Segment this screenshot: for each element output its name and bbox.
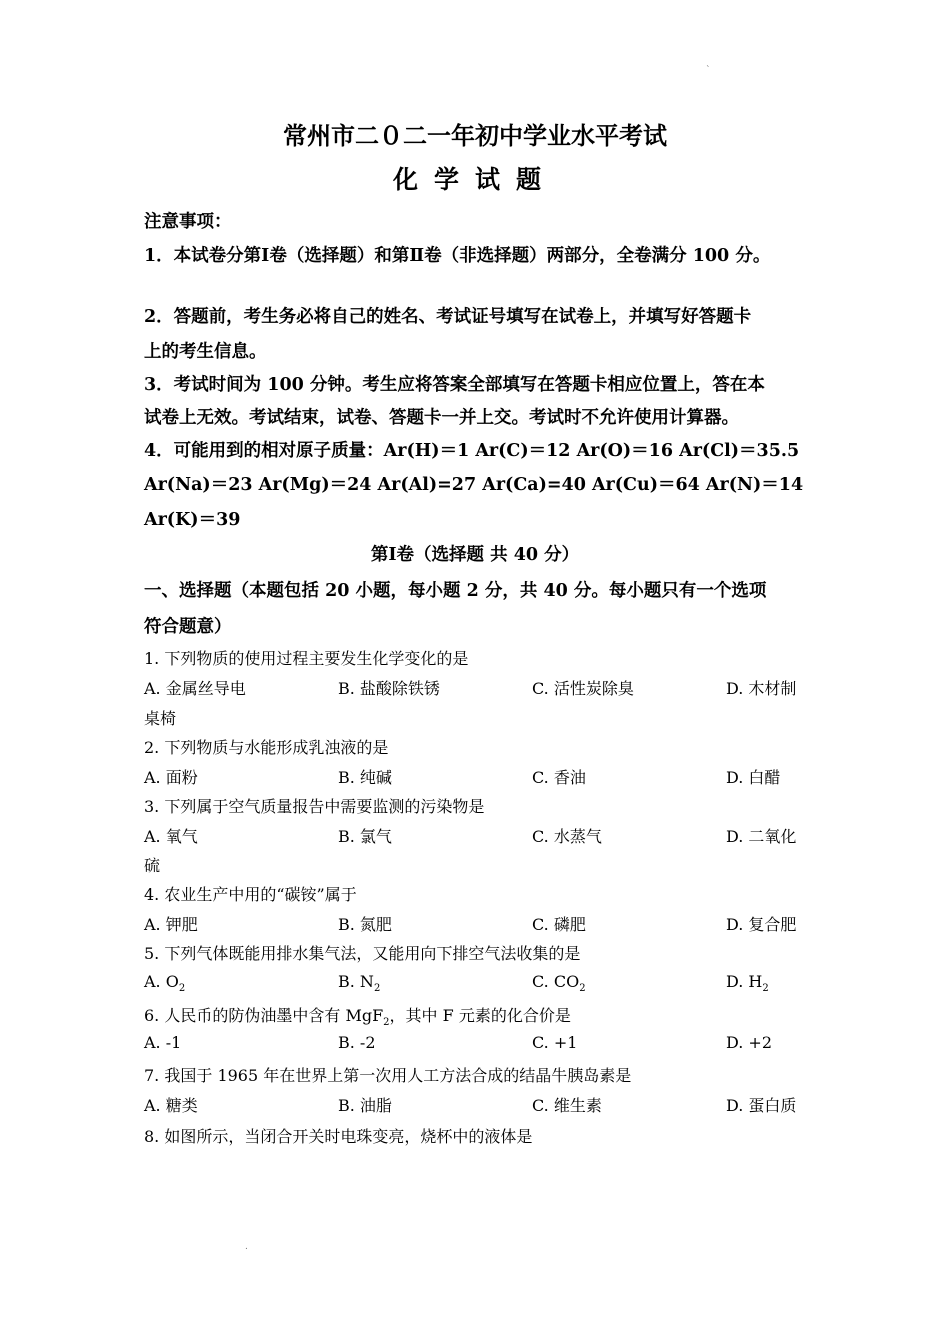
scan-mark: . [245, 1242, 248, 1252]
question-stem: 2. 下列物质与水能形成乳浊液的是 [144, 738, 389, 757]
option-a: A. 面粉 [144, 768, 198, 787]
option-a: A. 金属丝导电 [144, 679, 246, 698]
option-text: A. O [144, 972, 179, 991]
note-item-2-line-1: 2．答题前，考生务必将自己的姓名、考试证号填写在试卷上，并填写好答题卡 [144, 307, 752, 327]
option-d: D. 木材制 [726, 679, 797, 698]
option-b: B. -2 [338, 1033, 376, 1052]
option-wrap: 硫 [144, 856, 161, 875]
option-b [338, 972, 380, 994]
note-item-4-line-2: Ar(Na)＝23 Ar(Mg)＝24 Ar(Al)=27 Ar(Ca)=40 Ar(Cu)＝64 Ar(N)＝14 [144, 475, 804, 495]
option-d: D. +2 [726, 1033, 773, 1052]
option-a: A. 氧气 [144, 827, 198, 846]
section-instructions-line-1: 一、选择题（本题包括 20 小题，每小题 2 分，共 40 分。每小题只有一个选项 [144, 581, 767, 601]
option-d [726, 972, 769, 994]
option-c: C. 水蒸气 [532, 827, 602, 846]
option-a: A. 糖类 [144, 1096, 198, 1115]
option-d: D. 白醋 [726, 768, 781, 787]
subscript: 2 [373, 983, 381, 995]
stem-text: ，其中 F 元素的化合价是 [389, 1006, 571, 1025]
option-d: D. 蛋白质 [726, 1096, 797, 1115]
option-b: B. 氮肥 [338, 915, 392, 934]
question-stem: 4. 农业生产中用的“碳铵”属于 [144, 885, 357, 904]
note-item-4-line-3: Ar(K)＝39 [144, 510, 241, 530]
subscript: 2 [383, 1017, 390, 1029]
option-text: B. N [338, 972, 374, 991]
question-stem [144, 1003, 571, 1028]
option-d: D. 二氧化 [726, 827, 797, 846]
option-text: C. CO [532, 972, 580, 991]
option-text: D. H [726, 972, 763, 991]
option-a: A. -1 [144, 1033, 182, 1052]
option-wrap: 桌椅 [144, 709, 177, 728]
question-stem: 3. 下列属于空气质量报告中需要监测的污染物是 [144, 797, 485, 816]
note-item-3-line-2: 试卷上无效。考试结束，试卷、答题卡一并上交。考试时不允许使用计算器。 [144, 408, 739, 428]
subscript: 2 [762, 983, 769, 995]
subscript: 2 [579, 983, 586, 995]
section-title: 第Ⅰ卷（选择题 共 40 分） [370, 545, 580, 565]
option-c: C. +1 [532, 1033, 578, 1052]
option-c: C. 香油 [532, 768, 586, 787]
subscript: 2 [178, 983, 186, 995]
note-item-2-line-2: 上的考生信息。 [144, 342, 267, 362]
option-a: A. 钾肥 [144, 915, 198, 934]
option-b: B. 油脂 [338, 1096, 392, 1115]
question-stem: 8. 如图所示，当闭合开关时电珠变亮，烧杯中的液体是 [144, 1127, 533, 1146]
note-item-1: 1．本试卷分第Ⅰ卷（选择题）和第Ⅱ卷（非选择题）两部分，全卷满分 100 分。 [144, 246, 771, 266]
subject-title: 化学试题 [392, 165, 557, 194]
option-d: D. 复合肥 [726, 915, 797, 934]
option-c: C. 活性炭除臭 [532, 679, 634, 698]
option-b: B. 纯碱 [338, 768, 392, 787]
option-b: B. 氯气 [338, 827, 392, 846]
scan-mark: ` [706, 66, 711, 76]
section-instructions-line-2: 符合题意） [144, 617, 232, 637]
option-c: C. 维生素 [532, 1096, 602, 1115]
option-c [532, 972, 586, 994]
notes-heading: 注意事项： [144, 212, 232, 232]
stem-text: 6. 人民币的防伪油墨中含有 MgF [144, 1006, 384, 1025]
question-stem: 1. 下列物质的使用过程主要发生化学变化的是 [144, 649, 469, 668]
question-stem: 7. 我国于 1965 年在世界上第一次用人工方法合成的结晶牛胰岛素是 [144, 1066, 632, 1085]
option-c: C. 磷肥 [532, 915, 586, 934]
option-a [144, 972, 185, 994]
option-b: B. 盐酸除铁锈 [338, 679, 440, 698]
question-stem: 5. 下列气体既能用排水集气法，又能用向下排空气法收集的是 [144, 944, 581, 963]
note-item-3-line-1: 3．考试时间为 100 分钟。考生应将答案全部填写在答题卡相应位置上，答在本 [144, 375, 765, 395]
exam-title: 常州市二０二一年初中学业水平考试 [283, 121, 667, 150]
note-item-4-line-1: 4．可能用到的相对原子质量：Ar(H)＝1 Ar(C)＝12 Ar(O)＝16 Ar(Cl)＝35.5 [144, 441, 800, 461]
